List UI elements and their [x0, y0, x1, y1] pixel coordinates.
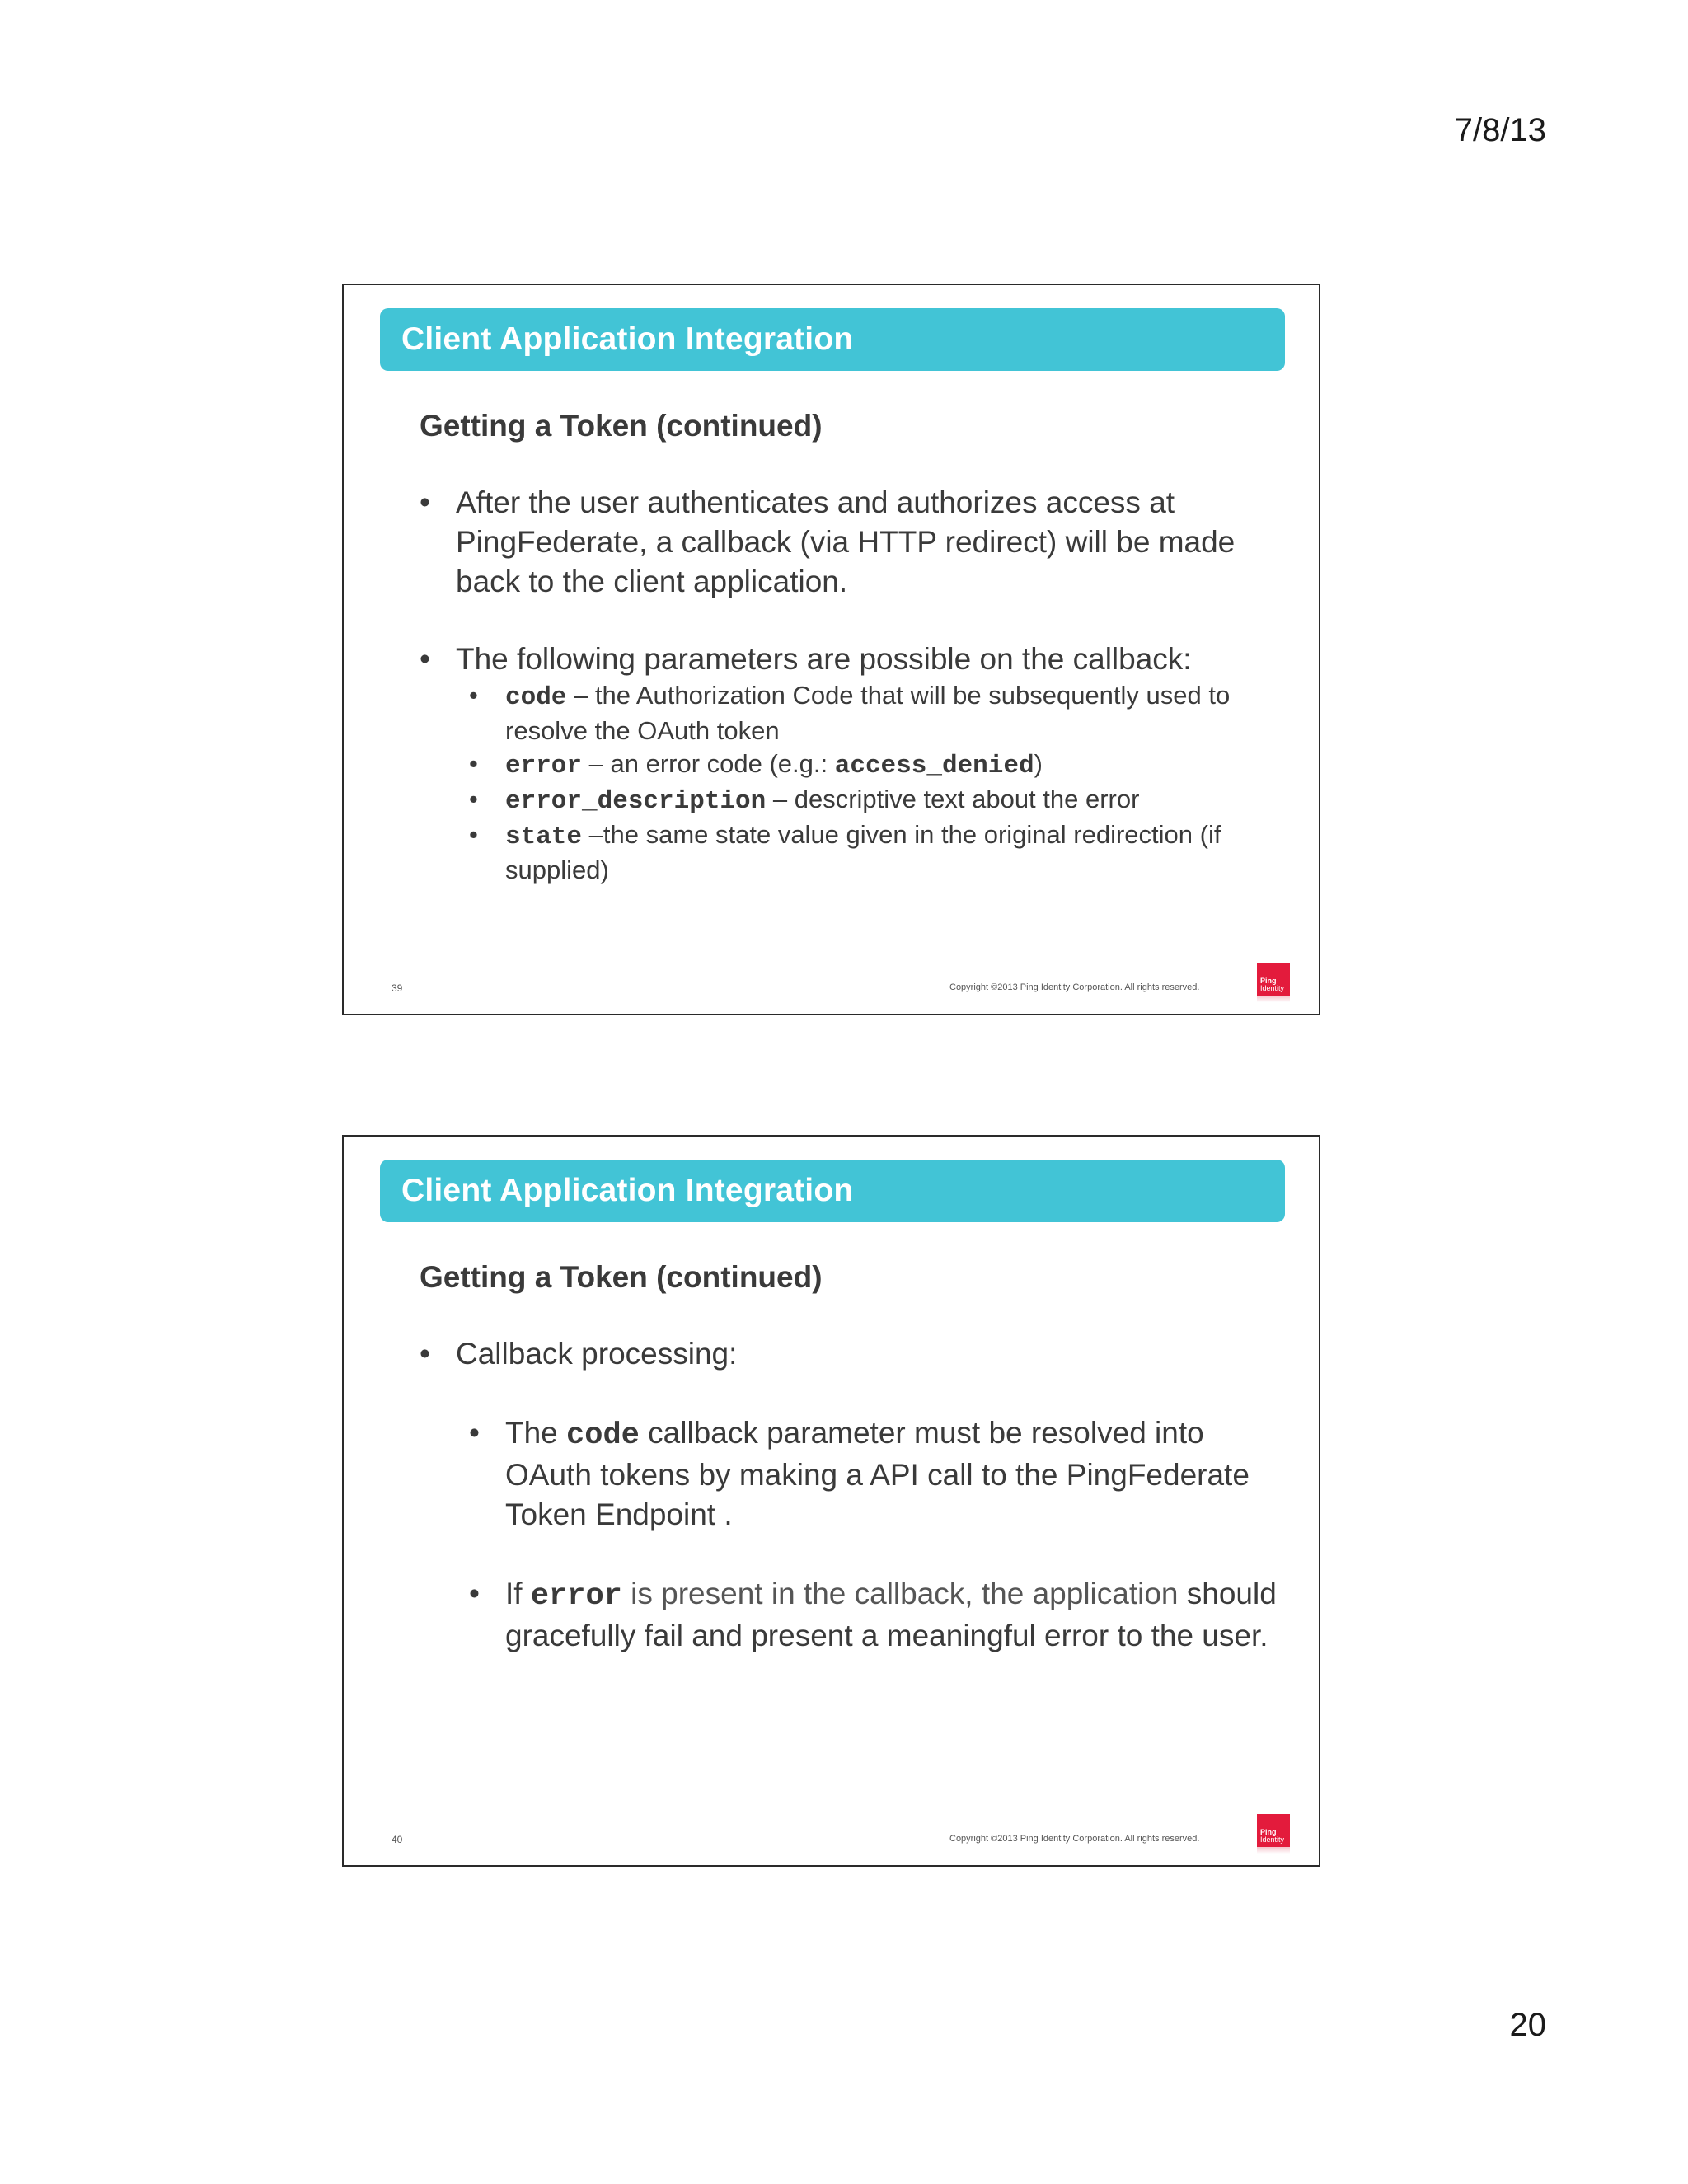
param-example-code: access_denied	[834, 752, 1034, 780]
slide-subtitle: Getting a Token (continued)	[420, 409, 823, 443]
step-text-post: should gracefully fail and present a meaningful error to the user.	[505, 1577, 1277, 1652]
slide-39	[342, 284, 1320, 1015]
parameter-list	[469, 679, 1277, 887]
copyright-notice: Copyright ©2013 Ping Identity Corporation. All rights reserved.	[950, 982, 1200, 992]
logo-text-identity: Identity	[1260, 984, 1285, 992]
slide-title: Client Application Integration	[401, 321, 854, 357]
callback-step-code	[469, 1413, 1277, 1535]
param-description: – descriptive text about the error	[766, 785, 1140, 813]
step-text-post: callback parameter must be resolved into OAuth tokens by making a API call to the PingFederate Token Endpoint .	[505, 1416, 1250, 1531]
logo-text-ping: Ping	[1260, 977, 1277, 985]
param-code: error_description	[505, 787, 767, 816]
ping-identity-logo	[1257, 1814, 1290, 1847]
parameter-item-state	[469, 818, 1277, 887]
slide-subtitle: Getting a Token (continued)	[420, 1260, 823, 1294]
param-code: error	[505, 752, 583, 780]
callback-steps	[469, 1413, 1277, 1656]
param-code: state	[505, 823, 583, 851]
bullet-list	[420, 1334, 1277, 1656]
param-code: error	[530, 1579, 622, 1614]
page-number: 20	[1509, 2007, 1546, 2043]
param-description: –the same state value given in the original redirection (if supplied)	[505, 820, 1221, 884]
logo-reflection	[1257, 996, 1290, 1002]
param-description: – an error code (e.g.:	[582, 749, 835, 778]
bullet-list	[420, 483, 1277, 887]
parameter-item-error-description	[469, 783, 1277, 818]
slide-title: Client Application Integration	[401, 1173, 854, 1208]
callback-step-error	[469, 1574, 1277, 1656]
slide-number: 40	[392, 1834, 403, 1845]
bullet-item: • The following parameters are possible on the callback:	[420, 640, 1277, 679]
bullet-item: • After the user authenticates and authorizes access at PingFederate, a callback (via HTTP redirect) will be made back to the client application.	[420, 483, 1277, 602]
logo-text-ping: Ping	[1260, 1828, 1277, 1836]
step-text-pre: If	[505, 1577, 531, 1610]
step-text-mid: is present in the callback, the application	[621, 1577, 1179, 1610]
slide-number: 39	[392, 982, 403, 994]
logo-text-identity: Identity	[1260, 1835, 1285, 1844]
param-code: code	[566, 1418, 640, 1453]
param-description: – the Authorization Code that will be subsequently used to resolve the OAuth token	[505, 681, 1231, 745]
parameter-item-error	[469, 748, 1277, 783]
parameter-item-code	[469, 679, 1277, 748]
slide-title-bar	[380, 1160, 1285, 1222]
param-code: code	[505, 683, 567, 712]
ping-identity-logo	[1257, 963, 1290, 996]
bullet-item: • Callback processing:	[420, 1334, 1277, 1374]
slide-title-bar	[380, 308, 1285, 371]
slide-40	[342, 1135, 1320, 1867]
page-date: 7/8/13	[1454, 112, 1546, 148]
copyright-notice: Copyright ©2013 Ping Identity Corporation. All rights reserved.	[950, 1834, 1200, 1844]
param-description-end: )	[1034, 749, 1043, 778]
step-text-pre: The	[505, 1416, 567, 1450]
logo-reflection	[1257, 1847, 1290, 1854]
